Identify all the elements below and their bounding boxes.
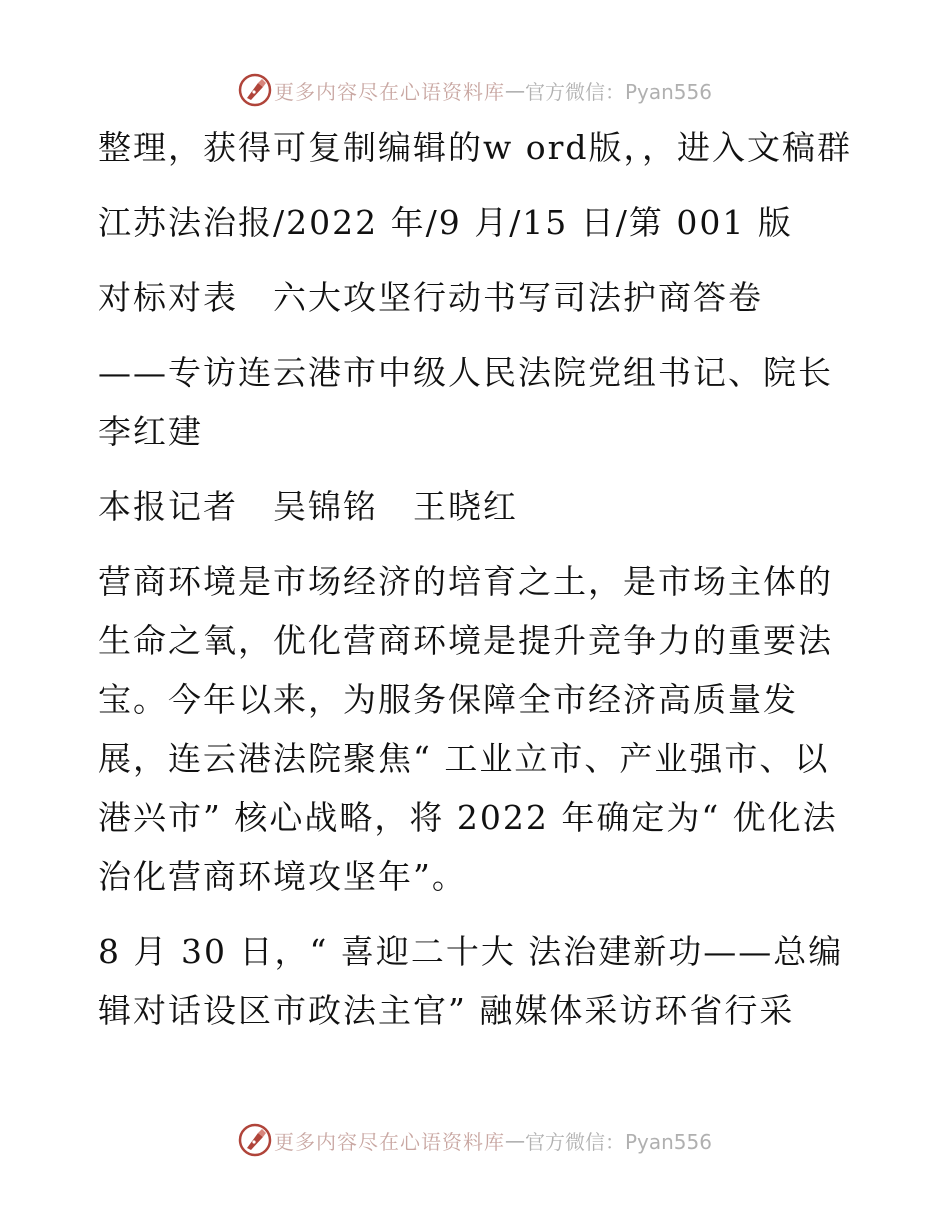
- document-body: [98, 118, 858, 1056]
- pen-nib-logo-icon: [238, 73, 272, 107]
- paragraph-body-1: 营商环境是市场经济的培育之土，是市场主体的生命之氧，优化营商环境是提升竞争力的重要法宝。今年以来，为服务保障全市经济高质量发展，连云港法院聚焦“ 工业立市、产业强市、以港兴市” 核心战略，将 2022 年确定为“ 优化法治化营商环境攻坚年”。: [98, 562, 838, 896]
- banner-main-text: 更多内容尽在心语资料库: [273, 1129, 505, 1154]
- article-subtitle: ——专访连云港市中级人民法院党组书记、院长李红建: [98, 353, 833, 451]
- watermark-banner: [238, 1123, 712, 1157]
- page-footer-banner: [0, 1120, 950, 1160]
- paragraph-body-2: 8 月 30 日，“ 喜迎二十大 法治建新功——总编辑对话设区市政法主官” 融媒体采访环省行采: [98, 932, 844, 1030]
- banner-separator: —: [504, 78, 525, 102]
- paragraph-intro: 整理，获得可复制编辑的w ord版，，进入文稿群: [98, 128, 853, 167]
- pen-nib-logo-icon: [238, 1123, 272, 1157]
- banner-wechat-text: 官方微信：Pyan556: [524, 1129, 712, 1154]
- paragraph-source: 江苏法治报/2022 年/9 月/15 日/第 001 版: [98, 203, 793, 242]
- banner-separator: —: [504, 1128, 525, 1152]
- watermark-banner: [238, 73, 712, 107]
- page-header-banner: [0, 70, 950, 110]
- article-byline: 本报记者 吴锦铭 王晓红: [98, 487, 518, 526]
- banner-main-text: 更多内容尽在心语资料库: [273, 79, 505, 104]
- article-title: 对标对表 六大攻坚行动书写司法护商答卷: [98, 278, 763, 317]
- banner-wechat-text: 官方微信：Pyan556: [524, 79, 712, 104]
